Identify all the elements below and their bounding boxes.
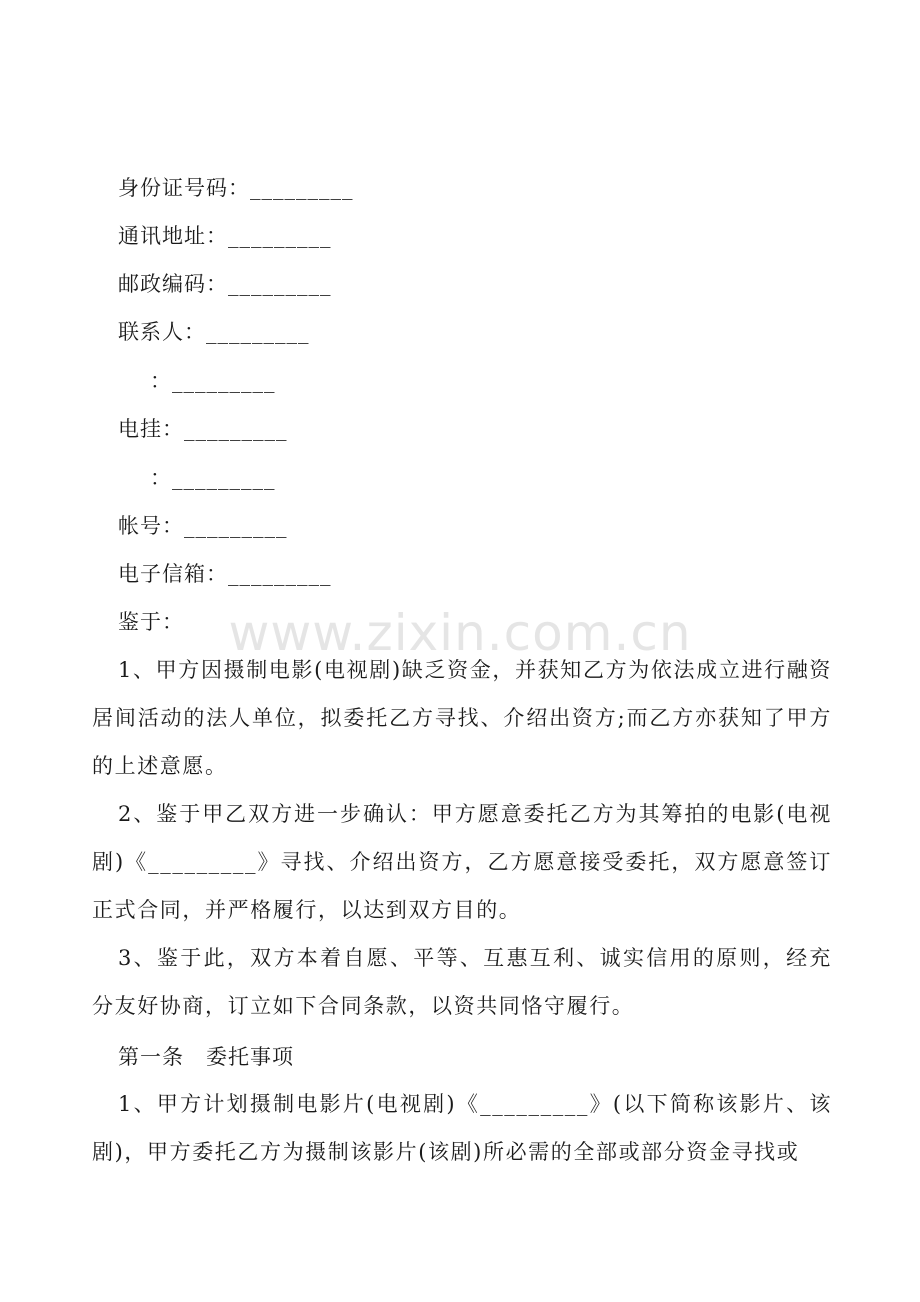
email-field: 电子信箱：_________ [118, 562, 332, 586]
id-number-field: 身份证号码：_________ [118, 176, 354, 200]
watermark: www.zixin.com.cn [228, 604, 692, 662]
blank-field-2: ：_________ [150, 466, 276, 490]
address-field: 通讯地址：_________ [118, 224, 332, 248]
paragraph-2: 2、鉴于甲乙双方进一步确认：甲方愿意委托乙方为其筹拍的电影(电视剧)《_________》寻找、介绍出资方，乙方愿意接受委托，双方愿意签订正式合同，并严格履行，以达到双方目的。 [92, 802, 832, 922]
article-heading: 第一条 委托事项 [118, 1045, 294, 1069]
blank-field-1: ：_________ [150, 369, 276, 393]
contact-person-field: 联系人：_________ [118, 320, 310, 344]
account-field: 帐号：_________ [118, 514, 288, 538]
telegram-field: 电挂：_________ [118, 417, 288, 441]
paragraph-4: 1、甲方计划摄制电影片(电视剧)《_________》(以下简称该影片、该剧)，甲方委托乙方为摄制该影片(该剧)所必需的全部或部分资金寻找或 [92, 1092, 832, 1164]
paragraph-1: 1、甲方因摄制电影(电视剧)缺乏资金，并获知乙方为依法成立进行融资居间活动的法人单位，拟委托乙方寻找、介绍出资方;而乙方亦获知了甲方的上述意愿。 [92, 658, 832, 778]
postal-code-field: 邮政编码：_________ [118, 272, 332, 296]
whereas-heading: 鉴于： [118, 610, 184, 634]
paragraph-3: 3、鉴于此，双方本着自愿、平等、互惠互利、诚实信用的原则，经充分友好协商，订立如下合同条款，以资共同恪守履行。 [92, 946, 832, 1018]
